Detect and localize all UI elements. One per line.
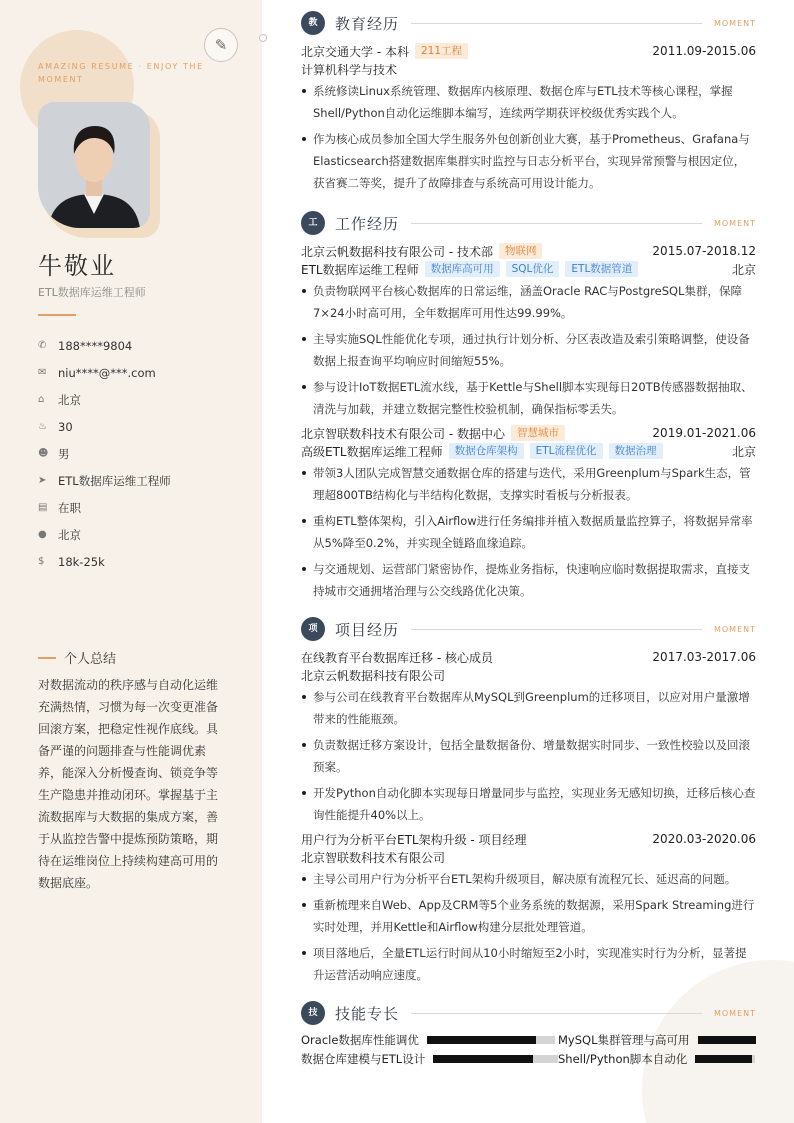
name-divider <box>38 314 76 316</box>
job-row <box>301 242 756 260</box>
skills-section <box>301 1000 756 1066</box>
project-bullets <box>301 868 756 986</box>
moment-label: MOMENT <box>713 1008 756 1018</box>
contact-home: ⌂ 北京 <box>38 392 81 407</box>
list-item: 重新梳理来自Web、App及CRM等5个业务系统的数据源，采用Spark Streaming进行实时处理，并用Kettle和Airflow构建分层批处理管道。 <box>301 894 756 938</box>
job-skill-tag: 数据库高可用 <box>425 261 500 277</box>
job-industry-tag: 物联网 <box>499 243 543 259</box>
contact-target-role: ➤ ETL数据库运维工程师 <box>38 473 171 488</box>
work-title: 工作经历 <box>335 214 400 233</box>
job-date: 2015.07-2018.12 <box>652 244 756 258</box>
mail-icon: ✉ <box>38 367 47 378</box>
list-item: 带领3人团队完成智慧交通数据仓库的搭建与迭代，采用Greenplum与Spark生态，管理超800TB结构化与半结构化数据，支撑实时看板与分析报表。 <box>301 462 756 506</box>
education-bullets <box>301 80 756 194</box>
major-row <box>301 60 756 78</box>
salary-icon: $ <box>38 556 45 567</box>
list-item: 主导公司用户行为分析平台ETL架构升级项目，解决原有流程冗长、延迟高的问题。 <box>301 868 756 890</box>
list-item: 负责物联网平台核心数据库的日常运维，涵盖Oracle RAC与PostgreSQL集群，保障7×24小时高可用，全年数据库可用性达99.99%。 <box>301 280 756 324</box>
projects-section <box>301 616 756 990</box>
skill-name: Shell/Python脚本自动化 <box>558 1051 688 1066</box>
contact-location: ● 北京 <box>38 527 81 542</box>
pen-icon: ✎ <box>204 28 238 62</box>
summary-accent-bar <box>38 657 56 659</box>
skill-item <box>558 1051 756 1066</box>
major: 计算机科学与技术 <box>301 62 398 77</box>
skill-bar-fill <box>433 1055 533 1063</box>
cake-icon: ♨ <box>38 421 47 432</box>
user-icon: ☻ <box>38 448 49 459</box>
contact-age: ♨ 30 <box>38 419 73 434</box>
job-skill-tag: SQL优化 <box>506 261 560 277</box>
skill-item <box>558 1032 756 1047</box>
candidate-role: ETL数据库运维工程师 <box>38 286 146 299</box>
job-city: 北京 <box>731 444 756 459</box>
job-company: 北京智联数科技术有限公司 - 数据中心 <box>301 426 505 441</box>
candidate-name: 牛敬业 <box>38 252 116 280</box>
job-company: 北京云帆数据科技有限公司 - 技术部 <box>301 244 493 259</box>
skill-bar-fill <box>695 1055 752 1063</box>
job-bullets <box>301 462 756 602</box>
education-section <box>301 10 756 198</box>
projects-badge: 项 <box>301 617 325 641</box>
skills-badge: 技 <box>301 1001 325 1025</box>
project-name: 用户行为分析平台ETL架构升级 - 项目经理 <box>301 832 527 847</box>
contact-list <box>38 332 171 575</box>
skill-name: Oracle数据库性能调优 <box>301 1032 419 1047</box>
job-date: 2019.01-2021.06 <box>652 426 756 440</box>
job-position: ETL数据库运维工程师 <box>301 262 419 277</box>
project-company: 北京云帆数据科技有限公司 <box>301 668 446 683</box>
project-row <box>301 830 756 848</box>
decorative-dot <box>259 34 267 42</box>
list-item: 系统修读Linux系统管理、数据库内核原理、数据仓库与ETL技术等核心课程，掌握Shell/Python自动化运维脚本编写，连续两学期获评校级优秀实践个人。 <box>301 80 756 124</box>
work-section <box>301 210 756 606</box>
education-date: 2011.09-2015.06 <box>652 44 756 58</box>
skills-grid <box>301 1032 756 1066</box>
work-badge: 工 <box>301 211 325 235</box>
section-line <box>411 223 702 224</box>
job-position: 高级ETL数据库运维工程师 <box>301 444 443 459</box>
contact-gender: ☻ 男 <box>38 446 70 461</box>
school-name: 北京交通大学 - 本科 <box>301 44 409 59</box>
project-name: 在线教育平台数据库迁移 - 核心成员 <box>301 650 493 665</box>
list-item: 重构ETL整体架构，引入Airflow进行任务编排并植入数据质量监控算子，将数据异常率从5%降至0.2%，并实现全链路血缘追踪。 <box>301 510 756 554</box>
skill-name: MySQL集群管理与高可用 <box>558 1032 690 1047</box>
moment-label: MOMENT <box>713 218 756 228</box>
skill-bar <box>698 1036 757 1044</box>
contact-email: ✉ niu****@***.com <box>38 365 156 380</box>
job-skill-tag: ETL流程优化 <box>530 443 603 459</box>
project-row <box>301 648 756 666</box>
list-item: 作为核心成员参加全国大学生服务外包创新创业大赛，基于Prometheus、Grafana与Elasticsearch搭建数据库集群实时监控与日志分析平台，实现异常预警与根因定位，获省赛二等奖，提升了故障排查与系统高可用设计能力。 <box>301 128 756 194</box>
projects-title: 项目经历 <box>335 620 400 639</box>
main-content <box>262 0 794 1123</box>
education-badge: 教 <box>301 11 325 35</box>
phone-icon: ✆ <box>38 340 47 351</box>
job-position-row <box>301 260 756 278</box>
skill-bar <box>427 1036 555 1044</box>
job-bullets <box>301 280 756 420</box>
job-skill-tag: 数据仓库架构 <box>449 443 524 459</box>
moment-label: MOMENT <box>713 18 756 28</box>
project-company-row <box>301 666 756 684</box>
skill-bar <box>695 1055 755 1063</box>
section-line <box>411 23 702 24</box>
education-title: 教育经历 <box>335 14 400 33</box>
school-tag: 211工程 <box>415 43 468 59</box>
skills-header <box>301 1000 756 1026</box>
contact-phone: ✆ 188****9804 <box>38 338 133 353</box>
list-item: 参与设计IoT数据ETL流水线，基于Kettle与Shell脚本实现每日20TB传感器数据抽取、清洗与加载，并建立数据完整性校验机制，确保指标零丢失。 <box>301 376 756 420</box>
skills-title: 技能专长 <box>335 1004 400 1023</box>
section-line <box>411 629 702 630</box>
project-company: 北京智联数科技术有限公司 <box>301 850 446 865</box>
list-item: 主导实施SQL性能优化专项，通过执行计划分析、分区表改造及索引策略调整，使设备数据上报查询平均响应时间缩短55%。 <box>301 328 756 372</box>
education-header <box>301 10 756 36</box>
moment-label: MOMENT <box>713 624 756 634</box>
skill-item <box>301 1032 558 1047</box>
list-item: 负责数据迁移方案设计，包括全量数据备份、增量数据实时同步、一致性校验以及回滚预案。 <box>301 734 756 778</box>
job-city: 北京 <box>731 262 756 277</box>
summary-text: 对数据流动的秩序感与自动化运维充满热情，习惯为每一次变更准备回滚方案，把稳定性视作底线。具备严谨的问题排查与性能调优素养，能深入分析慢查询、锁竞争等生产隐患并推动闭环。掌握基于主流数据库与大数据的集成方案，善于从监控告警中提炼预防策略，期待在运维岗位上持续构建高可用的数据底座。 <box>38 678 219 890</box>
location-icon: ● <box>38 529 47 540</box>
project-date: 2017.03-2017.06 <box>652 650 756 664</box>
job-row <box>301 424 756 442</box>
project-company-row <box>301 848 756 866</box>
skill-bar-fill <box>698 1036 757 1044</box>
project-date: 2020.03-2020.06 <box>652 832 756 846</box>
list-item: 项目落地后，全量ETL运行时间从10小时缩短至2小时，实现准实时行为分析，显著提升运营活动响应速度。 <box>301 942 756 986</box>
contact-status: ▤ 在职 <box>38 500 81 515</box>
list-item: 参与公司在线教育平台数据库从MySQL到Greenplum的迁移项目，以应对用户量激增带来的性能瓶颈。 <box>301 686 756 730</box>
job-skill-tag: ETL数据管道 <box>565 261 638 277</box>
home-icon: ⌂ <box>38 394 45 405</box>
projects-header <box>301 616 756 642</box>
project-bullets <box>301 686 756 826</box>
tagline: AMAZING RESUME · ENJOY THE MOMENT <box>38 62 204 84</box>
education-row <box>301 42 756 60</box>
summary-heading: 个人总结 <box>38 648 116 667</box>
work-header <box>301 210 756 236</box>
list-item: 与交通规划、运营部门紧密协作，提炼业务指标，快速响应临时数据提取需求，直接支持城市交通拥堵治理与公交线路优化决策。 <box>301 558 756 602</box>
send-icon: ➤ <box>38 475 47 486</box>
skill-item <box>301 1051 558 1066</box>
job-skill-tag: 数据治理 <box>609 443 663 459</box>
section-line <box>411 1013 702 1014</box>
list-item: 开发Python自动化脚本实现每日增量同步与监控，实现业务无感知切换，迁移后核心查询性能提升40%以上。 <box>301 782 756 826</box>
skill-bar-fill <box>427 1036 536 1044</box>
skill-bar <box>433 1055 558 1063</box>
contact-salary: $ 18k-25k <box>38 554 105 569</box>
briefcase-icon: ▤ <box>38 502 48 513</box>
avatar <box>38 102 150 228</box>
job-position-row <box>301 442 756 460</box>
skill-name: 数据仓库建模与ETL设计 <box>301 1051 426 1066</box>
sidebar <box>0 0 262 1123</box>
job-industry-tag: 智慧城市 <box>511 425 565 441</box>
